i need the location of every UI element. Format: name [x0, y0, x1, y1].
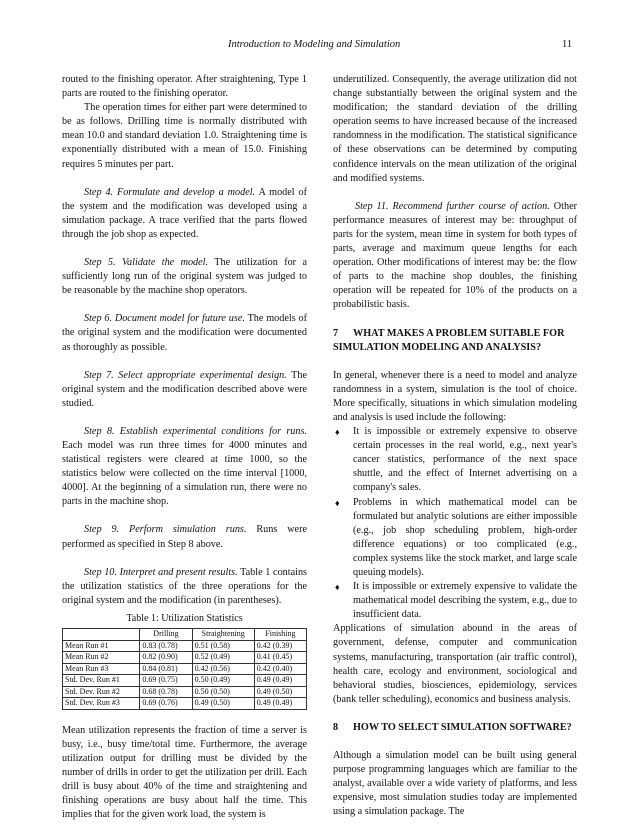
- paragraph: Mean utilization represents the fraction of time a server is busy, i.e., busy time/total time. Furthermore, the average utilization output for drilling must be divided by the number of drills in order to get the utilization per drill. Each drill is busy about 40% of the time and straightening and finishing operations are busy about half the time. This implies that for the given work load, the system is: [62, 724, 307, 821]
- table-cell: 0.41 (0.45): [254, 652, 306, 664]
- table-cell: 0.69 (0.76): [140, 698, 192, 710]
- table-cell: 0.69 (0.75): [140, 675, 192, 687]
- step-title: Step 10. Interpret and present results.: [84, 566, 238, 578]
- table-cell: Std. Dev. Run #2: [63, 686, 140, 698]
- table-row: [63, 698, 307, 710]
- step-11: Step 11. Recommend further course of action. Other performance measures of interest may be: throughput of parts for the system, mean time in system for both types of parts, average and maximum queue lengths for each operation. Other modifications of interest may be: the flow of parts to the machine shop doubles, the finishing operation will be repeated for 10% of the products on a probabilistic basis.: [333, 200, 577, 311]
- step-9: Step 9. Perform simulation runs. Runs were performed as specified in Step 8 above.: [62, 524, 307, 550]
- paragraph: The operation times for either part were determined to be as follows. Drilling time is normally distributed with mean 10.0 and standard deviation 1.0. Straightening time is exponentially distributed with a mean of 15.0. Finishing requires 5 minutes per part.: [62, 102, 307, 170]
- table-cell: Std. Dev. Run #3: [63, 698, 140, 710]
- table-row: [63, 686, 307, 698]
- header-title: Introduction to Modeling and Simulation: [228, 39, 401, 50]
- step-title: Step 9. Perform simulation runs.: [84, 524, 247, 536]
- table-header-cell: Drilling: [140, 629, 192, 641]
- table-caption: Table 1: Utilization Statistics: [126, 612, 243, 624]
- paragraph: In general, whenever there is a need to model and analyze randomness in a system, simulation is the tool of choice. More specifically, situations in which simulation modeling and analysis is used include the following:: [333, 369, 577, 423]
- right-column: [333, 73, 577, 820]
- table-cell: 0.50 (0.49): [192, 675, 254, 687]
- table-cell: 0.82 (0.90): [140, 652, 192, 664]
- step-5: Step 5. Validate the model. The utilization for a sufficiently long run of the original system was judged to be reasonable by the machine shop operators.: [62, 257, 307, 297]
- utilization-table: [62, 628, 307, 710]
- step-6: Step 6. Document model for future use. The models of the original system and the modification were documented as thoroughly as possible.: [62, 313, 307, 353]
- paragraph: Although a simulation model can be built using general purpose programming languages which are familiar to the analyst, available over a wide variety of platforms, and less expensive, most simulation studies today are implemented using a simulation package. The: [333, 750, 577, 818]
- table-cell: 0.42 (0.40): [254, 663, 306, 675]
- diamond-bullet-icon: ♦: [335, 427, 340, 438]
- paragraph: underutilized. Consequently, the average utilization did not change substantially between the original system and the modification; the standard deviation of the drilling operation seems to have increased because of the increased randomness in the modification. The statistical significance of these observations can be determined by computing confidence intervals on the mean utilization of the original and modified systems.: [333, 74, 577, 184]
- list-item: ♦ It is impossible or extremely expensive to validate the mathematical model describing the system, e.g., due to insufficient data.: [335, 581, 577, 621]
- table-cell: 0.49 (0.50): [254, 686, 306, 698]
- section-7-heading: 7 WHAT MAKES A PROBLEM SUITABLE FOR SIMULATION MODELING AND ANALYSIS?: [333, 327, 565, 353]
- paragraph: routed to the finishing operator. After straightening, Type 1 parts are routed to the finishing operator.: [62, 74, 307, 100]
- paragraph: Applications of simulation abound in the areas of government, defense, computer and communication systems, manufacturing, transportation (air traffic control), health care, ecology and environment, sociological and behavioral studies, biosciences, epidemiology, services (bank teller scheduling), economics and business analysis.: [333, 623, 577, 705]
- step-8: Step 8. Establish experimental conditions for runs. Each model was run three times for 4000 minutes and statistical registers were cleared at time 1000, so the statistics below were collected on the time interval [1000, 4000]. At the beginning of a simulation run, there were no parts in the machine shop.: [62, 425, 307, 508]
- table-cell: 0.84 (0.81): [140, 663, 192, 675]
- table-cell: 0.49 (0.49): [254, 698, 306, 710]
- table-header-cell: Straightening: [192, 629, 254, 641]
- table-cell: 0.51 (0.58): [192, 640, 254, 652]
- list-item: ♦ Problems in which mathematical model can be formulated but analytic solutions are either impossible (e.g., job shop scheduling problem, high-order difference equations) or too complicated (e.g., complex systems like the stock market, and large scale queuing models).: [335, 496, 577, 578]
- bullet-list: [333, 425, 577, 622]
- table-cell: 0.50 (0.50): [192, 686, 254, 698]
- table-cell: 0.52 (0.49): [192, 652, 254, 664]
- table-cell: 0.49 (0.49): [254, 675, 306, 687]
- table-cell: 0.49 (0.50): [192, 698, 254, 710]
- table-cell: Std. Dev. Run #1: [63, 675, 140, 687]
- step-title: Step 4. Formulate and develop a model.: [84, 186, 256, 198]
- diamond-bullet-icon: ♦: [335, 582, 340, 593]
- page-number: 11: [562, 39, 573, 50]
- table-cell: Mean Run #2: [63, 652, 140, 664]
- table-header-cell: [63, 629, 140, 641]
- step-7: Step 7. Select appropriate experimental design. The original system and the modification described above were studied.: [62, 369, 308, 409]
- section-8-heading: 8 HOW TO SELECT SIMULATION SOFTWARE?: [333, 721, 572, 733]
- table-row: [63, 640, 307, 652]
- table-row: [63, 652, 307, 664]
- table-cell: 0.68 (0.78): [140, 686, 192, 698]
- step-title: Step 5. Validate the model.: [84, 257, 209, 269]
- step-10: Step 10. Interpret and present results. Table 1 contains the utilization statistics of the three operations for the original system and the modification (in parentheses).: [62, 566, 308, 606]
- step-title: Step 11. Recommend further course of action.: [355, 200, 550, 212]
- left-column: [62, 73, 307, 822]
- table-cell: Mean Run #3: [63, 663, 140, 675]
- table-cell: 0.83 (0.78): [140, 640, 192, 652]
- table-header-row: [63, 629, 307, 641]
- table-cell: 0.42 (0.39): [254, 640, 306, 652]
- table-cell: 0.42 (0.56): [192, 663, 254, 675]
- step-title: Step 8. Establish experimental conditions for runs.: [84, 425, 307, 437]
- table-cell: Mean Run #1: [63, 640, 140, 652]
- step-title: Step 6. Document model for future use.: [84, 313, 245, 325]
- table-row: [63, 663, 307, 675]
- step-title: Step 7. Select appropriate experimental design.: [84, 369, 287, 381]
- table-row: [63, 675, 307, 687]
- diamond-bullet-icon: ♦: [335, 497, 340, 508]
- step-4: Step 4. Formulate and develop a model. A model of the system and the modification was developed using a simulation package. A trace verified that the parts flowed through the job shop as expected.: [62, 186, 307, 240]
- list-item: ♦ It is impossible or extremely expensive to observe certain processes in the real world, e.g., next year's cancer statistics, performance of the next space shuttle, and the effect of Internet advertising on a company's sales.: [335, 426, 577, 494]
- table-header-cell: Finishing: [254, 629, 306, 641]
